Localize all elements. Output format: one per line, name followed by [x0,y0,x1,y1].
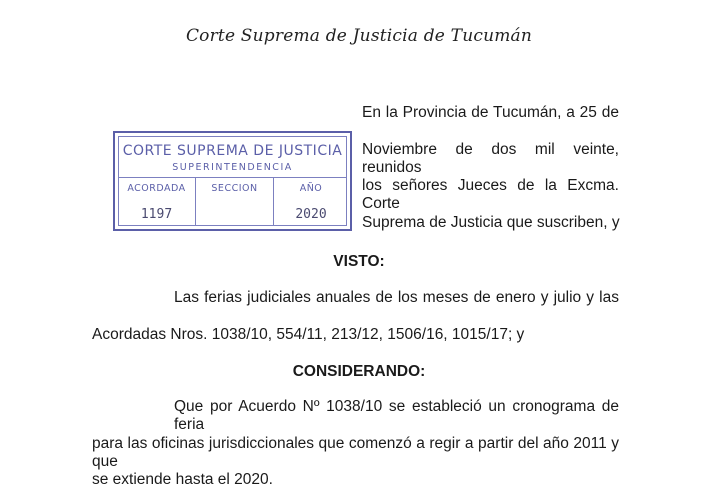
intro-line: En la Provincia de Tucumán, a 25 de [362,104,619,121]
stamp-title: CORTE SUPREMA DE JUSTICIA [122,143,343,159]
intro-line: Suprema de Justicia que suscriben, y [362,214,620,231]
considerando-line: se extiende hasta el 2020. [92,471,273,488]
stamp-divider [118,177,347,178]
stamp-col-acordada: ACORDADA [127,183,186,194]
stamp-subtitle: SUPERINTENDENCIA [172,162,293,173]
intro-line: los señores Jueces de la Excma. Corte [362,177,619,212]
intro-line: Noviembre de dos mil veinte, reunidos [362,141,619,176]
court-letterhead-title: Corte Suprema de Justicia de Tucumán [185,26,533,46]
stamp-col-seccion: SECCION [211,183,258,194]
considerando-line: para las oficinas jurisdiccionales que comenzó a regir a partir del año 2011 y que [92,435,619,470]
considerando-line: Que por Acuerdo Nº 1038/10 se estableció un cronograma de feria [174,398,619,433]
visto-heading: VISTO: [333,253,385,270]
superintendence-stamp [113,131,352,231]
considerando-heading: CONSIDERANDO: [292,363,426,380]
stamp-value-anio: 2020 [295,207,327,222]
stamp-col-anio: AÑO [299,183,323,194]
visto-line: Acordadas Nros. 1038/10, 554/11, 213/12, 1506/16, 1015/17; y [92,326,525,343]
stamp-value-acordada: 1197 [140,207,173,222]
visto-line: Las ferias judiciales anuales de los meses de enero y julio y las [174,289,619,306]
